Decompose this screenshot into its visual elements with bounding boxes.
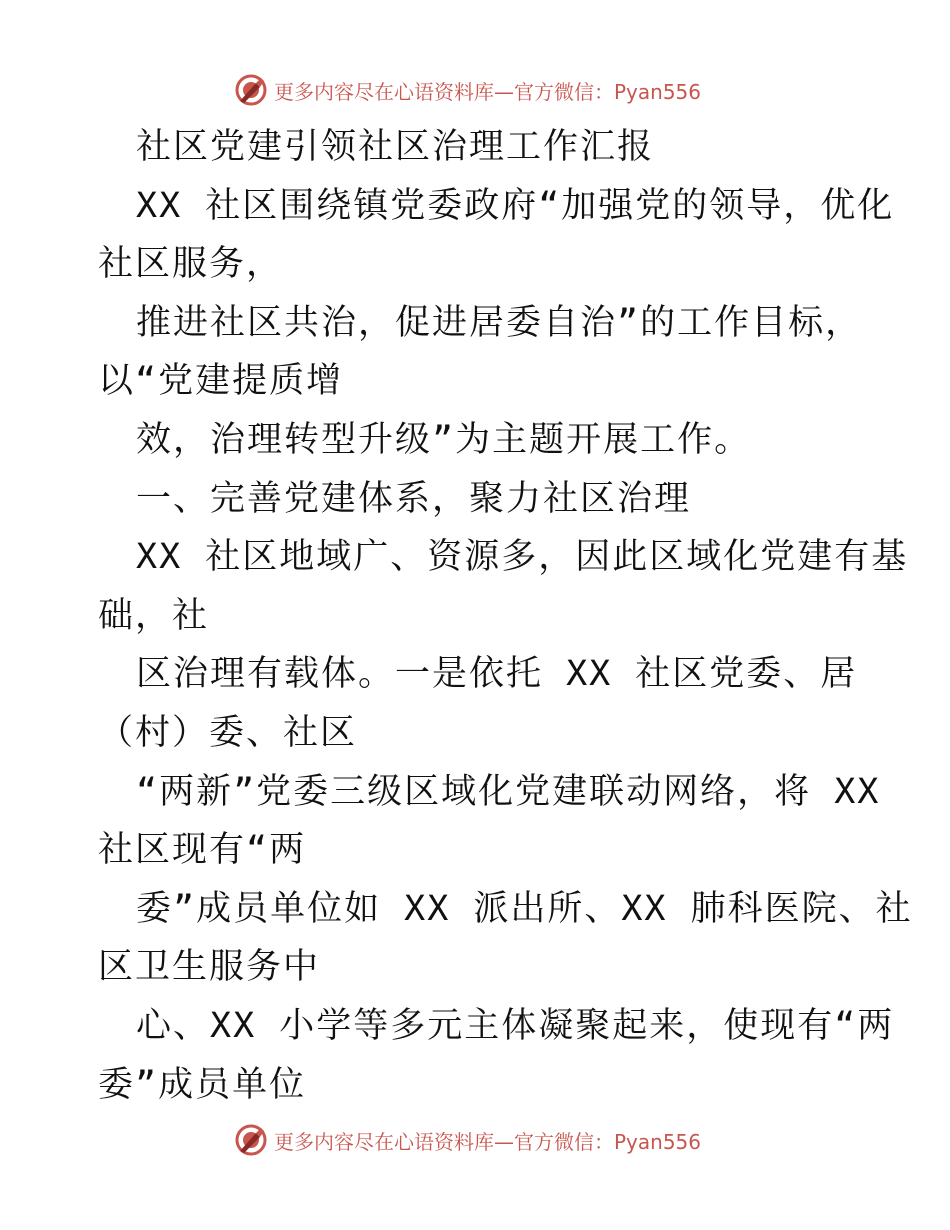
paragraph-line: 社区现有“两	[98, 830, 307, 871]
paragraph-line: 效，治理转型升级”为主题开展工作。	[136, 419, 752, 460]
paragraph-line: XX 社区地域广、资源多，因此区域化党建有基	[136, 537, 909, 578]
paragraph-line: （村）委、社区	[98, 712, 358, 753]
header-banner	[234, 70, 701, 110]
paragraph-line: XX 社区围绕镇党委政府“加强党的领导，优化	[136, 185, 895, 226]
section-heading: 一、完善党建体系，聚力社区治理	[136, 478, 692, 519]
paragraph-line: 社区服务，	[98, 244, 284, 285]
header-banner-text: 更多内容尽在心语资料库—官方微信：Pyan556	[274, 79, 702, 104]
paragraph-line: 委”成员单位	[98, 1064, 307, 1105]
footer-banner	[234, 1120, 701, 1160]
paragraph-line: 心、XX 小学等多元主体凝聚起来，使现有“两	[136, 1005, 895, 1046]
pen-circle-logo-icon	[234, 1123, 268, 1157]
paragraph-line: 础，社	[98, 595, 210, 636]
pen-circle-logo-icon	[234, 73, 268, 107]
paragraph-line: 推进社区共治，促进居委自治”的工作目标，	[136, 302, 863, 343]
document-body	[98, 118, 913, 1114]
paragraph-line: 以“党建提质增	[98, 361, 344, 402]
paragraph-line: 区治理有载体。一是依托 XX 社区党委、居	[136, 654, 858, 695]
footer-banner-text: 更多内容尽在心语资料库—官方微信：Pyan556	[274, 1129, 702, 1154]
paragraph-line: “两新”党委三级区域化党建联动网络，将 XX	[136, 771, 881, 812]
paragraph-line: 区卫生服务中	[98, 947, 321, 988]
document-title: 社区党建引领社区治理工作汇报	[136, 127, 655, 167]
paragraph-line: 委”成员单位如 XX 派出所、XX 肺科医院、社	[136, 888, 913, 929]
